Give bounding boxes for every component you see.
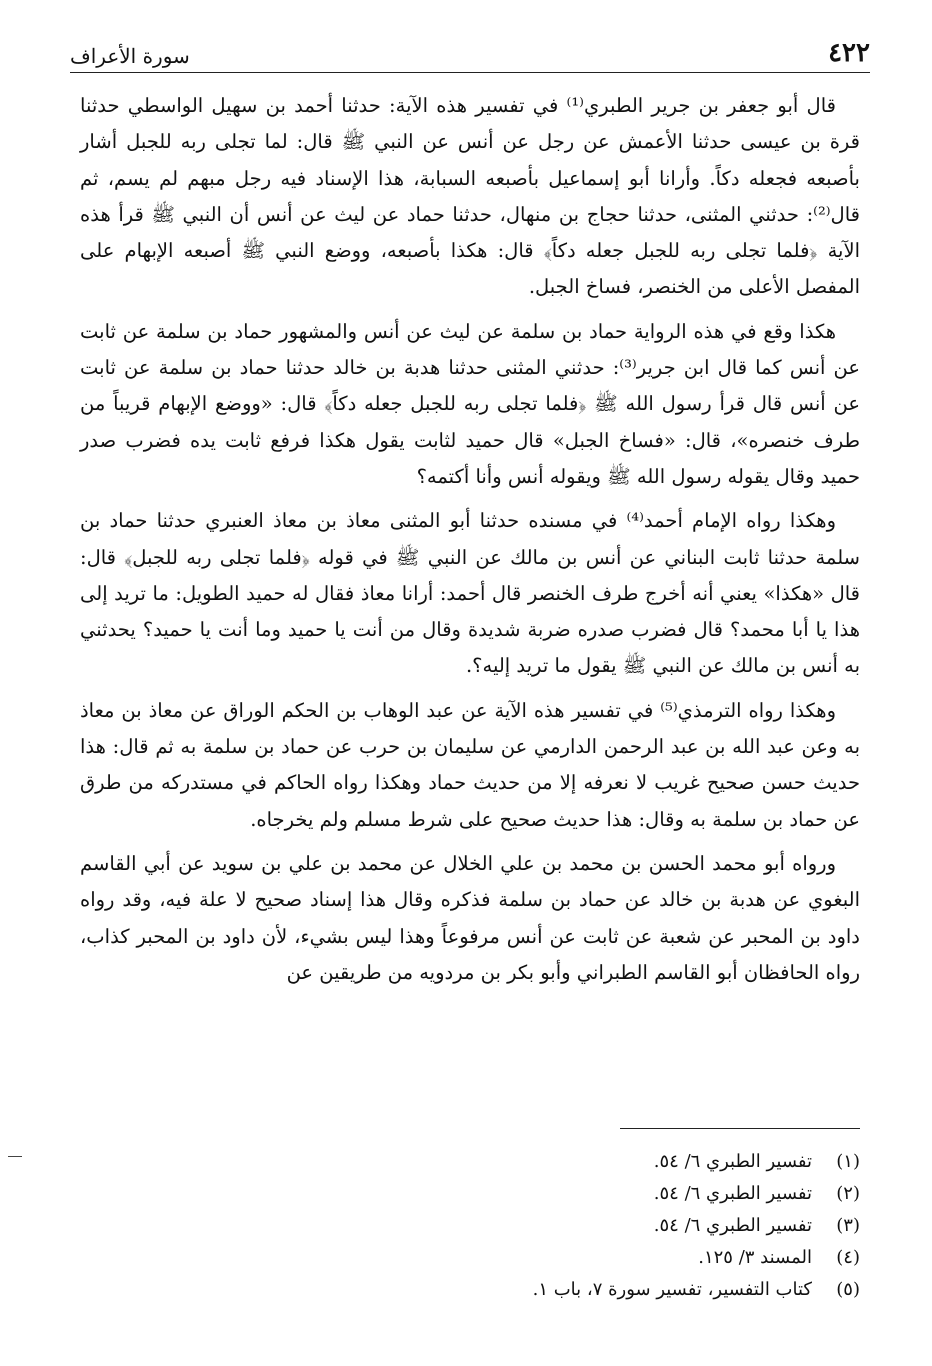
header-divider <box>70 72 870 73</box>
footnotes-list <box>260 1146 860 1306</box>
surah-title: سورة الأعراف <box>70 44 190 68</box>
paragraph: قال أبو جعفر بن جرير الطبري⁽¹⁾ في تفسير هذه الآية: حدثنا أحمد بن سهيل الواسطي حدثنا قرة بن عيسى حدثنا الأعمش عن رجل عن أنس عن النبي ﷺ قال: لما تجلى ربه للجبل أشار بأصبعه فجعله دكاً. وأرانا أبو إسماعيل بأصبعه السبابة، هذا الإسناد فيه رجل مبهم لم يسم، ثم قال⁽²⁾: حدثني المثنى، حدثنا حجاج بن منهال، حدثنا حماد عن ليث عن أنس أن النبي ﷺ قرأ هذه الآية ﴿فلما تجلى ربه للجبل جعله دكاً﴾ قال: هكذا بأصبعه، ووضع النبي ﷺ أصبعه الإبهام على المفصل الأعلى من الخنصر، فساخ الجبل. <box>80 94 860 299</box>
footnote-item <box>260 1274 860 1306</box>
footnote-item <box>260 1178 860 1210</box>
footnote-text: تفسير الطبري ٦/ ٥٤. <box>653 1151 812 1172</box>
footnote-number: (٣) <box>836 1215 860 1236</box>
page-number: ٤٢٢ <box>828 38 870 68</box>
footnote-item <box>260 1210 860 1242</box>
footnote-number: (٥) <box>836 1279 860 1300</box>
main-text <box>80 88 860 999</box>
footnote-text: تفسير الطبري ٦/ ٥٤. <box>653 1183 812 1204</box>
footnote-text: تفسير الطبري ٦/ ٥٤. <box>653 1215 812 1236</box>
paragraph: وهكذا رواه الإمام أحمد⁽⁴⁾ في مسنده حدثنا أبو المثنى معاذ بن معاذ العنبري حدثنا حماد بن سلمة حدثنا ثابت البناني عن أنس بن مالك عن النبي ﷺ في قوله ﴿فلما تجلى ربه للجبل﴾ قال: قال «هكذا» يعني أنه أخرج طرف الخنصر قال أحمد: أرانا معاذ فقال له حميد الطويل: ما تريد إلى هذا يا أبا محمد؟ قال فضرب صدره ضربة شديدة وقال من أنت يا حميد وما أنت يا حميد؟ يحدثني به أنس بن مالك عن النبي ﷺ يقول ما تريد إليه؟. <box>80 509 860 678</box>
footnote-text: كتاب التفسير، تفسير سورة ٧، باب ١. <box>532 1279 812 1300</box>
footnote-number: (٢) <box>836 1183 860 1204</box>
paragraph: ورواه أبو محمد الحسن بن محمد بن علي الخلال عن محمد بن علي بن سويد عن أبي القاسم البغوي عن هدبة بن خالد عن حماد بن سلمة فذكره وقال هذا إسناد صحيح لا علة فيه، وقد رواه داود بن المحبر عن شعبة عن ثابت عن أنس مرفوعاً وهذا ليس بشيء، لأن داود بن المحبر كذاب، رواه الحافظان أبو القاسم الطبراني وأبو بكر بن مردويه من طريقين عن <box>80 851 860 984</box>
footnote-text: المسند ٣/ ١٢٥. <box>698 1247 812 1268</box>
footnote-item <box>260 1242 860 1274</box>
margin-mark <box>8 1156 22 1157</box>
paragraph: هكذا وقع في هذه الرواية حماد بن سلمة عن ليث عن أنس والمشهور حماد بن سلمة عن ثابت عن أنس كما قال ابن جرير⁽³⁾: حدثني المثنى حدثنا هدبة بن خالد حدثنا حماد بن سلمة عن ثابت عن أنس قال قرأ رسول الله ﷺ ﴿فلما تجلى ربه للجبل جعله دكاً﴾ قال: «ووضع الإبهام قريباً من طرف خنصره»، قال: «فساخ الجبل» قال حميد لثابت يقول هكذا فرفع ثابت يده فضرب صدر حميد وقال يقوله رسول الله ﷺ ويقوله أنس وأنا أكتمه؟ <box>80 319 860 488</box>
footnote-item <box>260 1146 860 1178</box>
paragraph: وهكذا رواه الترمذي⁽⁵⁾ في تفسير هذه الآية عن عبد الوهاب بن الحكم الوراق عن معاذ بن معاذ به وعن عبد الله بن عبد الرحمن الدارمي عن سليمان بن حرب عن حماد بن سلمة به ثم قال: هذا حديث حسن صحيح غريب لا نعرفه إلا من حديث حماد وهكذا رواه الحاكم في مستدركه من طرق عن حماد بن سلمة به وقال: هذا حديث صحيح على شرط مسلم ولم يخرجاه. <box>80 698 860 831</box>
footnote-number: (١) <box>836 1151 860 1172</box>
footnote-number: (٤) <box>836 1247 860 1268</box>
footnote-divider <box>620 1128 860 1129</box>
